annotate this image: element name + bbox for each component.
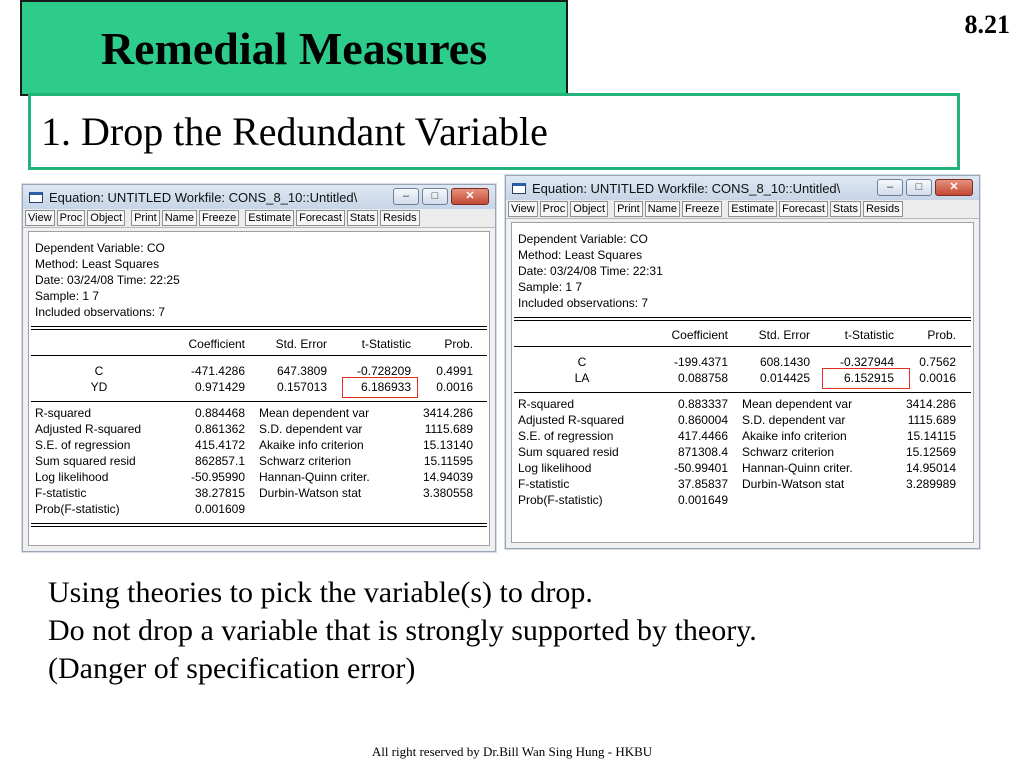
- stat-label: Mean dependent var: [259, 406, 370, 420]
- rule: [31, 401, 487, 402]
- header-line: Sample: 1 7: [35, 289, 100, 303]
- stat-label: F-statistic: [518, 477, 570, 491]
- stat-value: 1115.689: [907, 413, 956, 427]
- header-line: Sample: 1 7: [518, 280, 583, 294]
- coef-value: 0.088758: [677, 371, 728, 385]
- stat-label: R-squared: [35, 406, 92, 420]
- t-value: 6.152915: [843, 371, 894, 385]
- stat-label: Akaike info criterion: [742, 429, 847, 443]
- se-value: 608.1430: [759, 355, 810, 369]
- t-value: 6.186933: [360, 380, 411, 394]
- stat-value: 0.861362: [194, 422, 245, 436]
- header-line: Dependent Variable: CO: [35, 241, 165, 255]
- window-toolbar: [506, 200, 979, 219]
- col-header-t-statistic: t-Statistic: [844, 328, 894, 342]
- stat-label: Adjusted R-squared: [35, 422, 142, 436]
- stat-label: R-squared: [518, 397, 575, 411]
- stat-value: 14.94039: [422, 470, 473, 484]
- stat-value: 871308.4: [677, 445, 728, 459]
- header-line: Date: 03/24/08 Time: 22:25: [35, 273, 180, 287]
- se-value: 0.014425: [759, 371, 810, 385]
- estimate-button[interactable]: Estimate: [245, 210, 294, 226]
- stat-label: Durbin-Watson stat: [742, 477, 845, 491]
- resids-button[interactable]: Resids: [380, 210, 420, 226]
- header-line: Dependent Variable: CO: [518, 232, 648, 246]
- stat-label: Durbin-Watson stat: [259, 486, 362, 500]
- window-toolbar: [23, 209, 495, 228]
- col-header-prob: Prob.: [444, 337, 473, 351]
- forecast-button[interactable]: Forecast: [296, 210, 345, 226]
- stat-label: Log likelihood: [35, 470, 109, 484]
- col-header-prob: Prob.: [927, 328, 956, 342]
- stat-label: Prob(F-statistic): [35, 502, 120, 516]
- name-button[interactable]: Name: [162, 210, 197, 226]
- var-name: C: [577, 355, 587, 369]
- body-line: Using theories to pick the variable(s) to drop.: [48, 576, 593, 609]
- coef-value: 0.971429: [194, 380, 245, 394]
- stat-value: 14.95014: [905, 461, 956, 475]
- equation-window-left[interactable]: [22, 184, 496, 552]
- window-title-bar[interactable]: [23, 185, 495, 209]
- stats-button[interactable]: Stats: [347, 210, 378, 226]
- regression-output: [28, 231, 490, 546]
- stat-label: Sum squared resid: [518, 445, 619, 459]
- forecast-button[interactable]: Forecast: [779, 201, 828, 217]
- t-value: -0.327944: [839, 355, 894, 369]
- view-button[interactable]: View: [508, 201, 538, 217]
- rule: [514, 392, 971, 393]
- output-header: [512, 223, 973, 311]
- slide-title-box: [20, 0, 568, 96]
- name-button[interactable]: Name: [645, 201, 680, 217]
- stat-value: -50.99401: [673, 461, 728, 475]
- var-name: LA: [574, 371, 590, 385]
- stat-value: 15.13140: [422, 438, 473, 452]
- col-header-coefficient: Coefficient: [671, 328, 728, 342]
- body-line: Do not drop a variable that is strongly supported by theory.: [48, 614, 757, 647]
- estimate-button[interactable]: Estimate: [728, 201, 777, 217]
- prob-value: 0.0016: [919, 371, 956, 385]
- maximize-button[interactable]: □: [422, 188, 448, 205]
- stat-value: 0.860004: [677, 413, 728, 427]
- stat-label: Log likelihood: [518, 461, 592, 475]
- stat-value: 15.11595: [423, 454, 473, 468]
- rule: [514, 346, 971, 347]
- header-line: Included observations: 7: [35, 305, 166, 319]
- equation-window-right[interactable]: [505, 175, 980, 549]
- stat-value: 417.4466: [677, 429, 728, 443]
- stat-value: 37.85837: [677, 477, 728, 491]
- stat-label: S.E. of regression: [35, 438, 131, 452]
- slide-subtitle: 1. Drop the Redundant Variable: [41, 109, 548, 154]
- stat-label: S.D. dependent var: [259, 422, 363, 436]
- print-button[interactable]: Print: [614, 201, 643, 217]
- stat-label: Schwarz criterion: [742, 445, 835, 459]
- header-line: Included observations: 7: [518, 296, 649, 310]
- stat-value: 3414.286: [422, 406, 473, 420]
- minimize-button[interactable]: –: [877, 179, 903, 196]
- resids-button[interactable]: Resids: [863, 201, 903, 217]
- stat-label: Akaike info criterion: [259, 438, 364, 452]
- stat-value: 0.001609: [194, 502, 245, 516]
- stat-value: 415.4172: [194, 438, 245, 452]
- window-title-bar[interactable]: [506, 176, 979, 200]
- stat-value: 15.14115: [906, 429, 956, 443]
- se-value: 0.157013: [276, 380, 327, 394]
- double-rule: [31, 326, 487, 330]
- col-header-t-statistic: t-Statistic: [361, 337, 411, 351]
- header-line: Date: 03/24/08 Time: 22:31: [518, 264, 663, 278]
- close-button[interactable]: ✕: [451, 188, 489, 205]
- stat-value: 0.883337: [677, 397, 728, 411]
- se-value: 647.3809: [276, 364, 327, 378]
- stat-value: 3.380558: [422, 486, 473, 500]
- rule: [31, 355, 487, 356]
- stat-value: 1115.689: [424, 422, 473, 436]
- body-line: (Danger of specification error): [48, 652, 416, 685]
- stat-label: Hannan-Quinn criter.: [742, 461, 853, 475]
- stat-value: 15.12569: [905, 445, 956, 459]
- stat-value: 0.001649: [677, 493, 728, 507]
- slide-body: [48, 574, 757, 688]
- stat-value: 862857.1: [194, 454, 245, 468]
- stat-label: S.E. of regression: [518, 429, 614, 443]
- stat-label: Sum squared resid: [35, 454, 136, 468]
- window-icon: [29, 192, 43, 203]
- double-rule: [514, 317, 971, 321]
- var-name: YD: [90, 380, 108, 394]
- stat-label: Hannan-Quinn criter.: [259, 470, 370, 484]
- stat-label: Schwarz criterion: [259, 454, 352, 468]
- slide-footer: All right reserved by Dr.Bill Wan Sing Hung - HKBU: [371, 744, 653, 759]
- col-header-std-error: Std. Error: [758, 328, 810, 342]
- stat-label: Mean dependent var: [742, 397, 853, 411]
- var-name: C: [94, 364, 104, 378]
- object-button[interactable]: Object: [87, 210, 125, 226]
- output-header: [29, 232, 489, 320]
- slide-subtitle-box: [28, 93, 960, 170]
- prob-value: 0.0016: [436, 380, 473, 394]
- stat-value: 3.289989: [905, 477, 956, 491]
- window-icon: [512, 183, 526, 194]
- stat-label: Adjusted R-squared: [518, 413, 625, 427]
- maximize-button[interactable]: □: [906, 179, 932, 196]
- highlight-box: [342, 377, 418, 398]
- prob-value: 0.4991: [436, 364, 473, 378]
- freeze-button[interactable]: Freeze: [199, 210, 239, 226]
- slide-title: Remedial Measures: [100, 22, 488, 74]
- double-rule: [31, 523, 487, 527]
- proc-button[interactable]: Proc: [540, 201, 569, 217]
- freeze-button[interactable]: Freeze: [682, 201, 722, 217]
- window-title: Equation: UNTITLED Workfile: CONS_8_10::Untitled\: [49, 189, 358, 205]
- highlight-box: [822, 368, 910, 389]
- proc-button[interactable]: Proc: [57, 210, 86, 226]
- print-button[interactable]: Print: [131, 210, 160, 226]
- col-header-std-error: Std. Error: [275, 337, 327, 351]
- t-value: -0.728209: [356, 364, 411, 378]
- stat-label: Prob(F-statistic): [518, 493, 603, 507]
- stat-value: 38.27815: [194, 486, 245, 500]
- header-line: Method: Least Squares: [518, 248, 643, 262]
- prob-value: 0.7562: [919, 355, 956, 369]
- object-button[interactable]: Object: [570, 201, 608, 217]
- stat-label: F-statistic: [35, 486, 87, 500]
- col-header-coefficient: Coefficient: [188, 337, 245, 351]
- regression-output: [511, 222, 974, 543]
- header-line: Method: Least Squares: [35, 257, 160, 271]
- stat-value: 3414.286: [905, 397, 956, 411]
- coef-value: -199.4371: [673, 355, 728, 369]
- close-button[interactable]: ✕: [935, 179, 973, 196]
- minimize-button[interactable]: –: [393, 188, 419, 205]
- coef-value: -471.4286: [190, 364, 245, 378]
- stats-button[interactable]: Stats: [830, 201, 861, 217]
- stat-value: 0.884468: [194, 406, 245, 420]
- view-button[interactable]: View: [25, 210, 55, 226]
- stat-value: -50.95990: [190, 470, 245, 484]
- slide-number: 8.21: [964, 10, 1010, 39]
- window-title: Equation: UNTITLED Workfile: CONS_8_10::Untitled\: [532, 180, 841, 196]
- stat-label: S.D. dependent var: [742, 413, 846, 427]
